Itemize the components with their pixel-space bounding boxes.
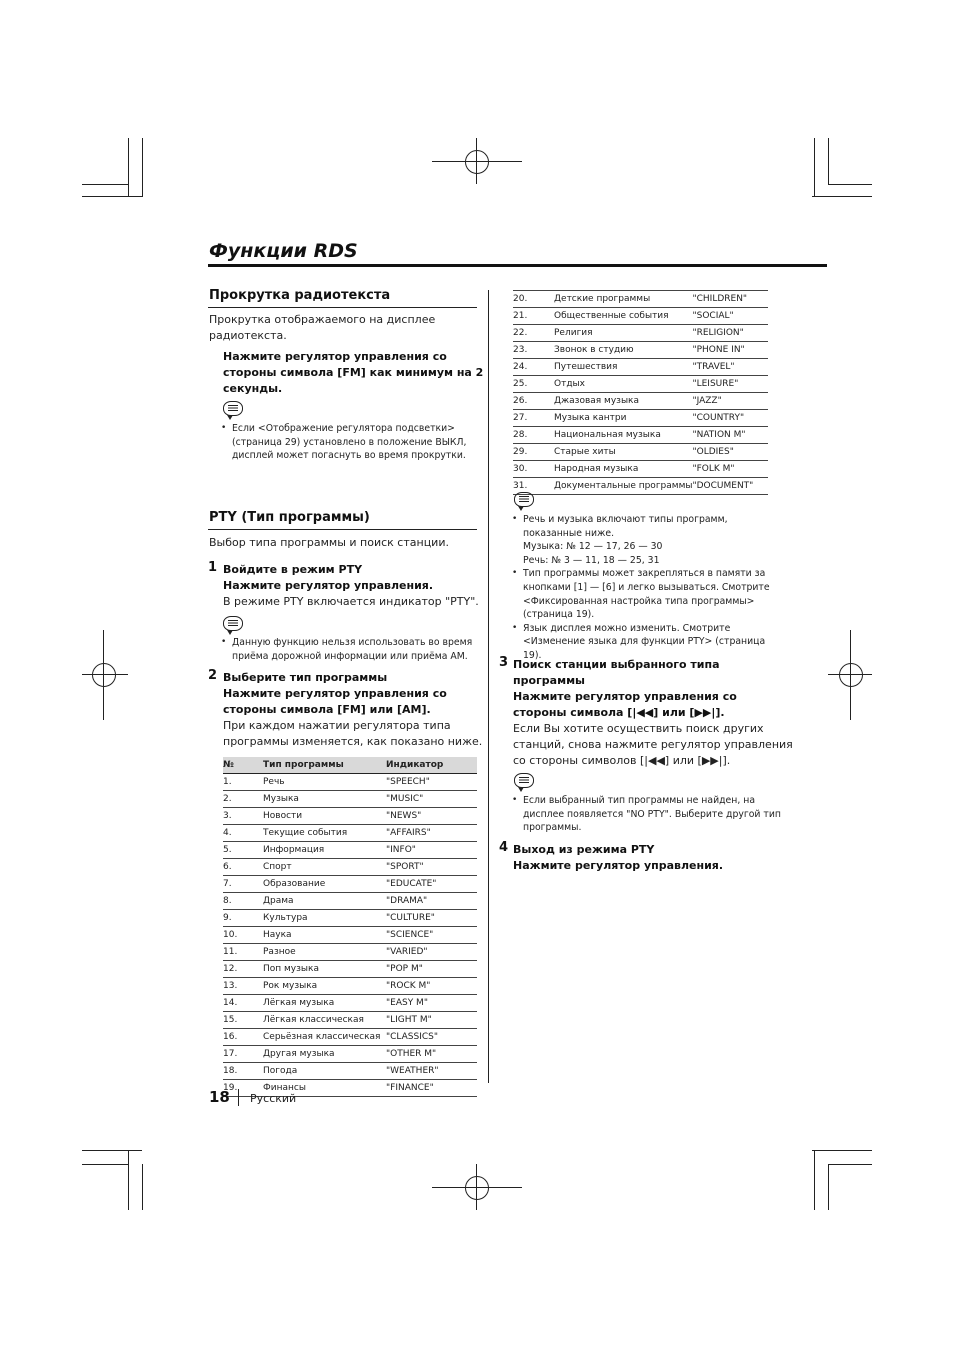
table-row bbox=[513, 427, 768, 444]
cell-number: 20. bbox=[513, 291, 554, 308]
cell-program-type: Религия bbox=[554, 325, 692, 342]
table-row bbox=[513, 376, 768, 393]
program-type-table-continued bbox=[513, 290, 768, 495]
step-number: 1 bbox=[208, 560, 218, 575]
note-list bbox=[220, 422, 482, 463]
cell-indicator: "NATION M" bbox=[692, 427, 768, 444]
cell-program-type: Другая музыка bbox=[263, 1046, 386, 1063]
cell-indicator: "TRAVEL" bbox=[692, 359, 768, 376]
cell-indicator: "NEWS" bbox=[386, 808, 477, 825]
cell-indicator: "SPORT" bbox=[386, 859, 477, 876]
cell-number: 1. bbox=[223, 774, 263, 791]
cell-program-type: Национальная музыка bbox=[554, 427, 692, 444]
cell-program-type: Спорт bbox=[263, 859, 386, 876]
table-row bbox=[223, 1063, 477, 1080]
page-number-separator bbox=[238, 1089, 239, 1106]
cell-number: 24. bbox=[513, 359, 554, 376]
cell-program-type: Серьёзная классическая bbox=[263, 1029, 386, 1046]
cell-program-type: Новости bbox=[263, 808, 386, 825]
section-heading: PTY (Тип программы) bbox=[209, 510, 370, 525]
cell-number: 7. bbox=[223, 876, 263, 893]
cell-number: 31. bbox=[513, 478, 554, 495]
step-title: Выход из режима PTY bbox=[513, 843, 655, 856]
cell-indicator: "WEATHER" bbox=[386, 1063, 477, 1080]
cell-program-type: Текущие события bbox=[263, 825, 386, 842]
cell-indicator: "CULTURE" bbox=[386, 910, 477, 927]
cell-program-type: Музыка bbox=[263, 791, 386, 808]
cell-indicator: "CHILDREN" bbox=[692, 291, 768, 308]
table-row bbox=[513, 461, 768, 478]
step-number: 2 bbox=[208, 668, 218, 683]
cell-program-type: Лёгкая классическая bbox=[263, 1012, 386, 1029]
cell-program-type: Драма bbox=[263, 893, 386, 910]
cell-indicator: "CLASSICS" bbox=[386, 1029, 477, 1046]
note-item: • Данную функцию нельзя использовать во время приёма дорожной информации или приёма AM. bbox=[220, 636, 482, 663]
cell-indicator: "MUSIC" bbox=[386, 791, 477, 808]
cell-program-type: Информация bbox=[263, 842, 386, 859]
cell-number: 11. bbox=[223, 944, 263, 961]
cell-indicator: "COUNTRY" bbox=[692, 410, 768, 427]
title-rule bbox=[208, 264, 827, 267]
section-rule bbox=[208, 529, 477, 530]
table-row bbox=[513, 325, 768, 342]
cell-number: 16. bbox=[223, 1029, 263, 1046]
table-row bbox=[223, 808, 477, 825]
step-text: При каждом нажатии регулятора типа программы изменяется, как показано ниже. bbox=[223, 719, 483, 748]
table-row bbox=[223, 893, 477, 910]
cell-number: 8. bbox=[223, 893, 263, 910]
cell-number: 9. bbox=[223, 910, 263, 927]
cell-indicator: "DOCUMENT" bbox=[692, 478, 768, 495]
cell-indicator: "OTHER M" bbox=[386, 1046, 477, 1063]
section-intro: Прокрутка отображаемого на дисплее радиотекста. bbox=[209, 313, 436, 342]
cell-indicator: "SCIENCE" bbox=[386, 927, 477, 944]
note-icon bbox=[514, 773, 534, 788]
cell-number: 26. bbox=[513, 393, 554, 410]
step-instruction: Нажмите регулятор управления со стороны символа [FM] или [AM]. bbox=[223, 687, 447, 716]
header-number: № bbox=[223, 757, 263, 774]
cell-number: 25. bbox=[513, 376, 554, 393]
page-title: Функции RDS bbox=[209, 240, 358, 262]
cell-program-type: Детские программы bbox=[554, 291, 692, 308]
cell-number: 12. bbox=[223, 961, 263, 978]
cell-indicator: "INFO" bbox=[386, 842, 477, 859]
table-row bbox=[223, 910, 477, 927]
cell-indicator: "VARIED" bbox=[386, 944, 477, 961]
cell-indicator: "FOLK M" bbox=[692, 461, 768, 478]
cell-program-type: Культура bbox=[263, 910, 386, 927]
cell-program-type: Финансы bbox=[263, 1080, 386, 1097]
note-list bbox=[511, 794, 781, 835]
section-rule bbox=[208, 307, 477, 308]
step-text: Если Вы хотите осуществить поиск других станций, снова нажмите регулятор управления со стороны символов [|◀◀] или [▶▶|]. bbox=[513, 722, 793, 767]
header-indicator: Индикатор bbox=[386, 757, 477, 774]
note-list bbox=[220, 636, 482, 663]
cell-indicator: "DRAMA" bbox=[386, 893, 477, 910]
cell-program-type: Музыка кантри bbox=[554, 410, 692, 427]
cell-number: 5. bbox=[223, 842, 263, 859]
step-title: Выберите тип программы bbox=[223, 671, 388, 684]
table-row bbox=[513, 444, 768, 461]
cell-indicator: "FINANCE" bbox=[386, 1080, 477, 1097]
cell-number: 23. bbox=[513, 342, 554, 359]
section-intro: Выбор типа программы и поиск станции. bbox=[209, 536, 449, 549]
table-row bbox=[223, 774, 477, 791]
column-divider bbox=[488, 290, 489, 1083]
cell-number: 27. bbox=[513, 410, 554, 427]
step-instruction: Нажмите регулятор управления. bbox=[513, 859, 724, 872]
cell-indicator: "SOCIAL" bbox=[692, 308, 768, 325]
cell-program-type: Наука bbox=[263, 927, 386, 944]
table-row bbox=[513, 478, 768, 495]
table-row bbox=[513, 291, 768, 308]
section-heading: Прокрутка радиотекста bbox=[209, 288, 391, 303]
table-row bbox=[513, 410, 768, 427]
table-row bbox=[513, 308, 768, 325]
note-icon bbox=[223, 616, 243, 631]
note-item: • Речь и музыка включают типы программ, показанные ниже. Музыка: № 12 — 17, 26 — 30 Речь: № 3 — 11, 18 — 25, 31 bbox=[511, 513, 781, 567]
cell-indicator: "EDUCATE" bbox=[386, 876, 477, 893]
table-row bbox=[223, 978, 477, 995]
cell-number: 10. bbox=[223, 927, 263, 944]
cell-program-type: Путешествия bbox=[554, 359, 692, 376]
cell-number: 17. bbox=[223, 1046, 263, 1063]
cell-program-type: Общественные события bbox=[554, 308, 692, 325]
cell-program-type: Звонок в студию bbox=[554, 342, 692, 359]
cell-indicator: "AFFAIRS" bbox=[386, 825, 477, 842]
table-row bbox=[223, 791, 477, 808]
instruction: Нажмите регулятор управления со стороны символа [FM] как минимум на 2 секунды. bbox=[223, 350, 484, 395]
table-row bbox=[223, 995, 477, 1012]
table-row bbox=[223, 1046, 477, 1063]
cell-indicator: "LIGHT M" bbox=[386, 1012, 477, 1029]
cell-number: 15. bbox=[223, 1012, 263, 1029]
step-title: Поиск станции выбранного типа программы bbox=[513, 658, 720, 687]
page-language: Русский bbox=[250, 1092, 297, 1105]
cell-program-type: Образование bbox=[263, 876, 386, 893]
cell-indicator: "OLDIES" bbox=[692, 444, 768, 461]
cell-number: 4. bbox=[223, 825, 263, 842]
table-header-row bbox=[223, 757, 477, 774]
cell-program-type: Старые хиты bbox=[554, 444, 692, 461]
cell-number: 21. bbox=[513, 308, 554, 325]
note-item: • Если <Отображение регулятора подсветки> (страница 29) установлено в положение ВЫКЛ, дисплей может погаснуть во время прокрутки. bbox=[220, 422, 482, 463]
table-row bbox=[223, 1029, 477, 1046]
table-row bbox=[223, 944, 477, 961]
cell-number: 29. bbox=[513, 444, 554, 461]
cell-indicator: "PHONE IN" bbox=[692, 342, 768, 359]
program-type-table bbox=[223, 757, 477, 1097]
cell-indicator: "EASY M" bbox=[386, 995, 477, 1012]
table-row bbox=[223, 842, 477, 859]
cell-program-type: Поп музыка bbox=[263, 961, 386, 978]
table-row bbox=[223, 961, 477, 978]
note-item: • Если выбранный тип программы не найден, на дисплее появляется "NO PTY". Выберите другой тип программы. bbox=[511, 794, 781, 835]
step-number: 4 bbox=[499, 840, 509, 855]
cell-number: 30. bbox=[513, 461, 554, 478]
table-row bbox=[223, 859, 477, 876]
cell-indicator: "ROCK M" bbox=[386, 978, 477, 995]
cell-indicator: "JAZZ" bbox=[692, 393, 768, 410]
note-icon bbox=[514, 492, 534, 507]
table-row bbox=[513, 342, 768, 359]
cell-program-type: Лёгкая музыка bbox=[263, 995, 386, 1012]
cell-program-type: Документальные программы bbox=[554, 478, 692, 495]
cell-program-type: Отдых bbox=[554, 376, 692, 393]
cell-number: 22. bbox=[513, 325, 554, 342]
note-icon bbox=[223, 401, 243, 416]
cell-number: 19. bbox=[223, 1080, 263, 1097]
table-row bbox=[513, 393, 768, 410]
table-row bbox=[223, 1012, 477, 1029]
note-item: • Язык дисплея можно изменить. Смотрите <Изменение языка для функции PTY> (страница 19). bbox=[511, 622, 781, 663]
cell-program-type: Речь bbox=[263, 774, 386, 791]
header-program-type: Тип программы bbox=[263, 757, 386, 774]
cell-program-type: Разное bbox=[263, 944, 386, 961]
table-row bbox=[223, 876, 477, 893]
cell-indicator: "RELIGION" bbox=[692, 325, 768, 342]
step-instruction: Нажмите регулятор управления. bbox=[223, 579, 434, 592]
cell-number: 14. bbox=[223, 995, 263, 1012]
page-number: 18 bbox=[209, 1088, 230, 1106]
cell-indicator: "POP M" bbox=[386, 961, 477, 978]
cell-program-type: Джазовая музыка bbox=[554, 393, 692, 410]
table-row bbox=[223, 927, 477, 944]
cell-number: 18. bbox=[223, 1063, 263, 1080]
cell-indicator: "SPEECH" bbox=[386, 774, 477, 791]
cell-program-type: Погода bbox=[263, 1063, 386, 1080]
note-list bbox=[511, 513, 781, 663]
step-instruction: Нажмите регулятор управления со стороны символа [|◀◀] или [▶▶|]. bbox=[513, 690, 737, 719]
note-item: • Тип программы может закрепляться в памяти за кнопками [1] — [6] и легко вызываться. Смотрите <Фиксированная настройка типа программы> (страница 19). bbox=[511, 567, 781, 621]
table-row bbox=[513, 359, 768, 376]
cell-number: 28. bbox=[513, 427, 554, 444]
step-number: 3 bbox=[499, 655, 509, 670]
table-row bbox=[223, 825, 477, 842]
cell-number: 13. bbox=[223, 978, 263, 995]
cell-number: 6. bbox=[223, 859, 263, 876]
cell-program-type: Рок музыка bbox=[263, 978, 386, 995]
cell-indicator: "LEISURE" bbox=[692, 376, 768, 393]
cell-program-type: Народная музыка bbox=[554, 461, 692, 478]
cell-number: 3. bbox=[223, 808, 263, 825]
cell-number: 2. bbox=[223, 791, 263, 808]
step-text: В режиме PTY включается индикатор "PTY". bbox=[223, 595, 479, 608]
step-title: Войдите в режим PTY bbox=[223, 563, 363, 576]
